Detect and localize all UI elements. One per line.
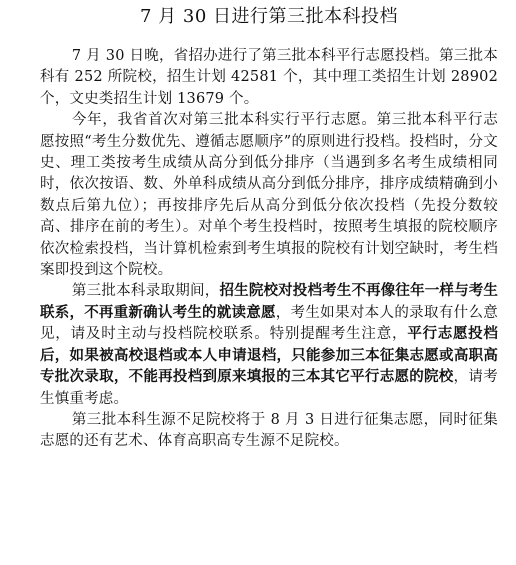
article-title: 7 月 30 日进行第三批本科投档 xyxy=(139,6,399,27)
paragraph-4-text: 第三批本科生源不足院校将于 8 月 3 日进行征集志愿，同时征集志愿的还有艺术、体育高职高专生源不足院校。 xyxy=(40,411,498,450)
paragraph-3-bold-2: 平行志愿投档后，如果被高校退档或本人申请退档，只能参加三本征集志愿或高职高专批次录取，不能再投档到原来填报的三本其它平行志愿的院校 xyxy=(40,326,498,386)
paragraph-3-text-2: ，考生如果对本人的录取有什么意见，请及时主动与投档院校联系。特别提醒考生注意， xyxy=(40,304,499,343)
paragraph-4 xyxy=(40,410,498,453)
paragraph-3-text-3: ，请考生慎重考虑。 xyxy=(40,369,498,407)
paragraph-1 xyxy=(40,46,498,110)
paragraph-2 xyxy=(40,110,498,281)
paragraph-3 xyxy=(40,281,498,409)
paragraph-3-bold-1: 招生院校对投档考生不再像往年一样与考生联系，不再重新确认考生的就读意愿 xyxy=(40,283,498,321)
paragraph-1-text: 7 月 30 日晚，省招办进行了第三批本科平行志愿投档。第三批本科有 252 所院校，招生计划 42581 个，其中理工类招生计划 28902 个，文史类招生计划 13679 个。 xyxy=(40,48,498,107)
paragraph-2-text: 今年，我省首次对第三批本科实行平行志愿。第三批本科平行志愿按照“考生分数优先、遵循志愿顺序”的原则进行投档。投档时，分文史、理工类按考生成绩从高分到低分排序（当遇到多名考生成绩相同时，依次按语、数、外单科成绩从高分到低分排序，排序成绩精确到小数点后第九位）；再按排序先后从高分到低分依次投档（先投分数较高、排序在前的考生）。对单个考生投档时，按照考生填报的院校顺序依次检索投档，当计算机检索到考生填报的院校有计划空缺时，考生档案即投到这个院校。 xyxy=(40,112,498,279)
paragraph-3-text-1: 第三批本科录取期间， xyxy=(71,283,220,300)
